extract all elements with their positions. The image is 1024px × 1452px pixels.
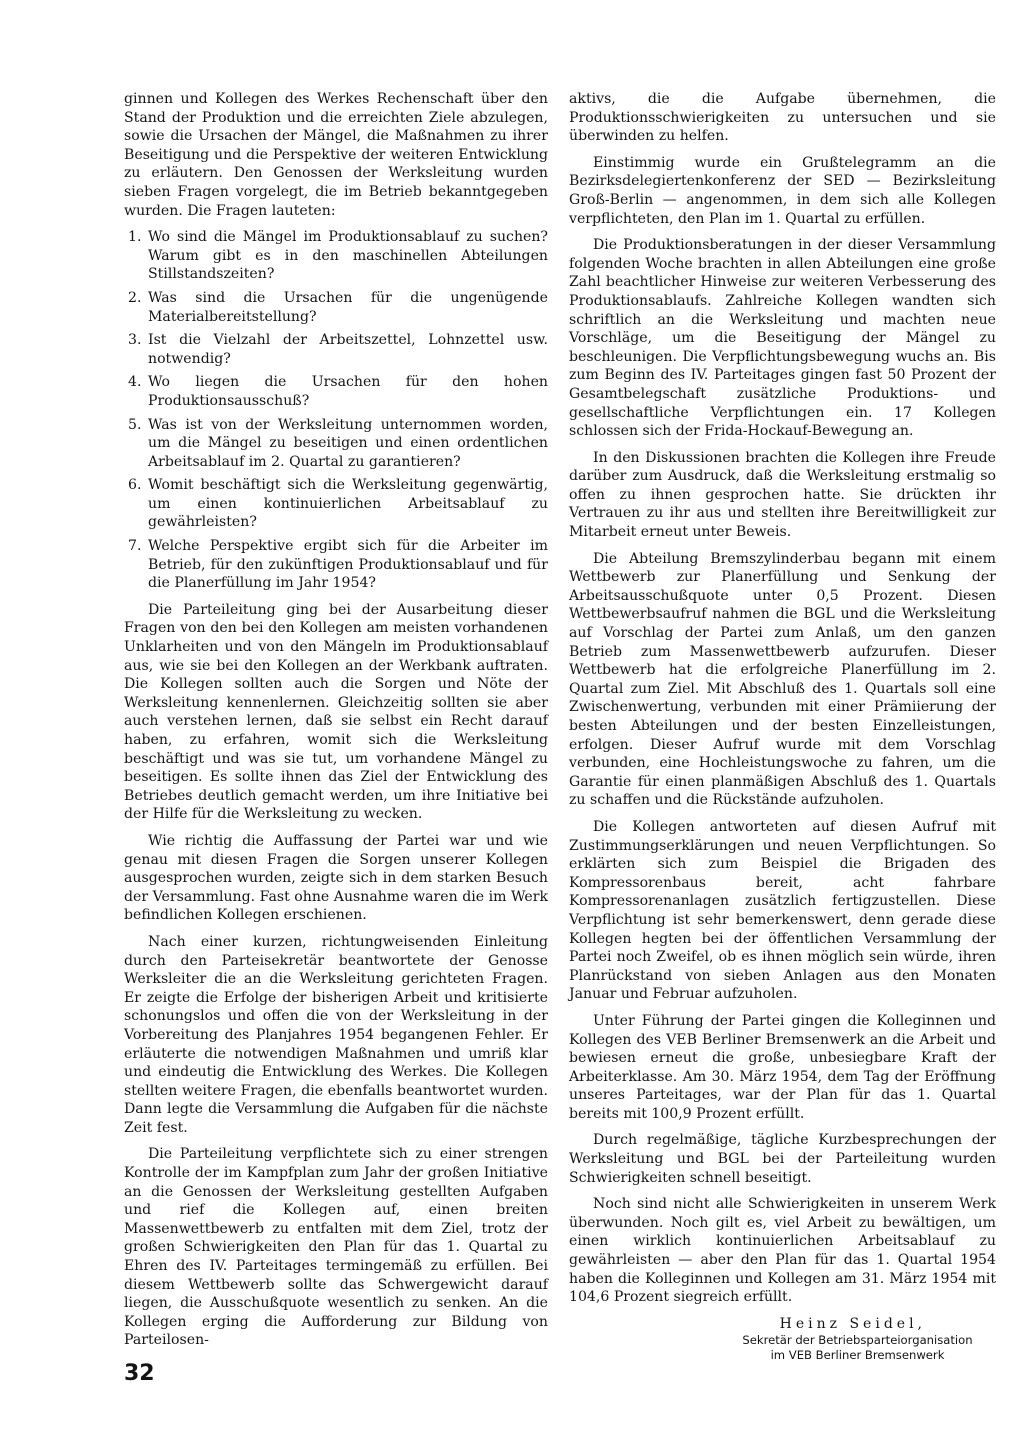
- question-text: Wo liegen die Ursachen für den hohen Produktionsausschuß?: [148, 374, 548, 409]
- right-intro-paragraph: aktivs, die die Aufgabe übernehmen, die Produktionsschwierigkeiten zu untersuchen und sie überwinden zu helfen.: [569, 91, 996, 145]
- signature-name: Heinz Seidel,: [779, 1315, 926, 1332]
- body-paragraph: Nach einer kurzen, richtungweisenden Einleitung durch den Parteisekretär beantwortete der Genosse Werksleiter die an die Werksleitung gerichteten Fragen. Er zeigte die Erfolge der bisherigen Arbeit und kritisierte schonungslos und offen die von der Werksleitung in der Vorbereitung des Planjahres 1954 begangenen Fehler. Er erläuterte die notwendigen Maßnahmen und umriß klar und eindeutig die Entwicklung des Werkes. Die Kollegen stellten weitere Fragen, die ebenfalls beantwortet wurden. Dann legte die Versammlung die Aufgaben für die nächste Zeit fest.: [124, 933, 548, 1136]
- left-intro-paragraph: ginnen und Kollegen des Werkes Rechenschaft über den Stand der Produktion und die erreichten Ziele abzulegen, sowie die Ursachen der Mängel, die Maßnahmen zu ihrer Beseitigung und die Perspektive der weiteren Entwicklung zu erläutern. Den Genossen der Werksleitung wurden sieben Fragen vorgelegt, die im Betrieb bekanntgegeben wurden. Die Fragen lauteten:: [124, 91, 548, 219]
- question-item: [124, 331, 548, 368]
- question-text: Welche Perspektive ergibt sich für die Arbeiter im Betrieb, für den zukünftigen Produktionsablauf und für die Planerfüllung im Jahr 1954?: [148, 538, 548, 592]
- question-number: 7.: [128, 538, 142, 555]
- question-item: [124, 476, 548, 532]
- body-paragraph: Durch regelmäßige, tägliche Kurzbesprechungen der Werksleitung und BGL bei der Parteileitung wurden Schwierigkeiten schnell beseitigt.: [569, 1132, 996, 1186]
- body-paragraph: Die Kollegen antworteten auf diesen Aufruf mit Zustimmungserklärungen und neuen Verpflichtungen. So erklärten sich zum Beispiel die Brigaden des Kompressorenbaus bereit, acht fahrbare Kompressorenanlagen zusätzlich fertigzustellen. Diese Verpflichtung ist sehr bemerkenswert, denn gerade diese Kollegen hegten bei der öffentlichen Versammlung der Partei noch Zweifel, ob es ihnen möglich sein würde, ihren Planrückstand von sieben Anlagen aus den Monaten Januar und Februar aufzuholen.: [569, 818, 996, 1003]
- question-item: [124, 289, 548, 326]
- left-column: [124, 90, 548, 1358]
- question-text: Was ist von der Werksleitung unternommen worden, um die Mängel zu beseitigen und einen ordentlichen Arbeitsablauf im 2. Quartal zu garantieren?: [148, 416, 548, 470]
- question-text: Wo sind die Mängel im Produktionsablauf zu suchen? Warum gibt es in den maschinellen Abteilungen Stillstandszeiten?: [148, 229, 548, 283]
- question-text: Ist die Vielzahl der Arbeitszettel, Lohnzettel usw. notwendig?: [148, 332, 548, 367]
- question-number: 3.: [128, 332, 142, 349]
- question-item: [124, 416, 548, 472]
- question-number: 6.: [128, 477, 142, 494]
- body-paragraph: Die Parteileitung verpflichtete sich zu einer strengen Kontrolle der im Kampfplan zum Jahr der großen Initiative an die Genossen der Werksleitung gestellten Aufgaben und rief die Kollegen auf, einen breiten Massenwettbewerb zu entfalten mit dem Ziel, trotz der großen Schwierigkeiten den Plan für das 1. Quartal zu Ehren des IV. Parteitages termingemäß zu erfüllen. Bei diesem Wettbewerb sollte das Schwergewicht darauf liegen, die Ausschußquote wesentlich zu senken. An die Kollegen erging die Aufforderung zur Bildung von Parteilosen-: [124, 1146, 548, 1349]
- body-paragraph: Unter Führung der Partei gingen die Kolleginnen und Kollegen des VEB Berliner Bremsenwerk an die Arbeit und bewiesen erneut die große, unbesiegbare Kraft der Arbeiterklasse. Am 30. März 1954, dem Tag der Eröffnung unseres Parteitages, war der Plan für das 1. Quartal bereits mit 100,9 Prozent erfüllt.: [569, 1012, 996, 1122]
- question-number: 5.: [128, 416, 142, 433]
- right-column: [569, 90, 996, 1363]
- question-number: 1.: [128, 229, 142, 246]
- question-number: 4.: [128, 374, 142, 391]
- page-number: 32: [124, 1361, 155, 1386]
- body-paragraph: Die Parteileitung ging bei der Ausarbeitung dieser Fragen von den bei den Kollegen am meisten vorhandenen Unklarheiten und von den Mängeln im Produktionsablauf aus, wie sie bei den Kollegen an der Werkbank auftraten. Die Kollegen sollten auch die Sorgen und Nöte der Werksleitung kennenlernen. Gleichzeitig sollten sie aber auch verstehen lernen, daß sie selbst ein Recht darauf haben, zu erfahren, womit sich die Werksleitung beschäftigt und was sie tut, um vorhandene Mängel zu beseitigen. Es sollte ihnen das Ziel der Entwicklung des Betriebes deutlich gemacht werden, um ihre Initiative bei der Hilfe für die Werksleitung zu wecken.: [124, 601, 548, 823]
- signature-block: [569, 1315, 996, 1364]
- question-text: Was sind die Ursachen für die ungenügende Materialbereitstellung?: [148, 289, 548, 325]
- question-number: 2.: [128, 289, 142, 306]
- question-item: [124, 228, 548, 284]
- question-text: Womit beschäftigt sich die Werksleitung gegenwärtig, um einen kontinuierlichen Arbeitsablauf zu gewährleisten?: [148, 477, 548, 531]
- signature-role-line: im VEB Berliner Bremsenwerk: [770, 1348, 945, 1363]
- question-item: [124, 373, 548, 410]
- question-item: [124, 537, 548, 593]
- signature-role-line: Sekretär der Betriebsparteiorganisation: [742, 1333, 973, 1348]
- body-paragraph: Die Produktionsberatungen in der dieser Versammlung folgenden Woche brachten in allen Abteilungen eine große Zahl beachtlicher Hinweise zur weiteren Verbesserung des Produktionsablaufs. Zahlreiche Kollegen wandten sich schriftlich an die Werksleitung und machten neue Vorschläge, um die Beseitigung der Mängel zu beschleunigen. Die Verpflichtungsbewegung wuchs an. Bis zum Beginn des IV. Parteitages gingen fast 50 Prozent der Gesamtbelegschaft zusätzliche Produktions- und gesellschaftliche Verpflichtungen ein. 17 Kollegen schlossen sich der Frida-Hockauf-Bewegung an.: [569, 237, 996, 440]
- body-paragraph: Einstimmig wurde ein Grußtelegramm an die Bezirksdelegiertenkonferenz der SED — Bezirksleitung Groß-Berlin — angenommen, in dem sich alle Kollegen verpflichteten, den Plan im 1. Quartal zu erfüllen.: [569, 154, 996, 227]
- body-paragraph: Noch sind nicht alle Schwierigkeiten in unserem Werk überwunden. Noch gilt es, viel Arbeit zu bewältigen, um einen wirklich kontinuierlichen Arbeitsablauf zu gewährleisten — aber den Plan für das 1. Quartal 1954 haben die Kolleginnen und Kollegen am 31. März 1954 mit 104,6 Prozent siegreich erfüllt.: [569, 1196, 996, 1306]
- body-paragraph: In den Diskussionen brachten die Kollegen ihre Freude darüber zum Ausdruck, daß die Werksleitung erstmalig so offen zu ihnen gesprochen hatte. Sie drückten ihr Vertrauen zu ihr aus und stellten ihre Bereitwilligkeit zur Mitarbeit erneut unter Beweis.: [569, 449, 996, 541]
- question-list: [124, 228, 548, 593]
- body-paragraph: Die Abteilung Bremszylinderbau begann mit einem Wettbewerb zur Planerfüllung und Senkung der Arbeitsausschußquote unter 0,5 Prozent. Diesen Wettbewerbsaufruf nahmen die BGL und die Werksleitung auf Vorschlag der Partei zum Anlaß, um den ganzen Betrieb zum Massenwettbewerb aufzurufen. Dieser Wettbewerb hat die erfolgreiche Planerfüllung im 2. Quartal zum Ziel. Mit Abschluß des 1. Quartals soll eine Zwischenwertung, verbunden mit einer Prämiierung der besten Abteilungen und der besten Einzelleistungen, erfolgen. Dieser Aufruf wurde mit dem Vorschlag verbunden, eine Hochleistungswoche zu fahren, um die Garantie für einen planmäßigen Abschluß des 1. Quartals zu schaffen und die Rückstände aufzuholen.: [569, 550, 996, 809]
- body-paragraph: Wie richtig die Auffassung der Partei war und wie genau mit diesen Fragen die Sorgen unserer Kollegen ausgesprochen wurden, zeigte sich in dem starken Besuch der Versammlung. Fast ohne Ausnahme waren die im Werk befindlichen Kollegen erschienen.: [124, 832, 548, 924]
